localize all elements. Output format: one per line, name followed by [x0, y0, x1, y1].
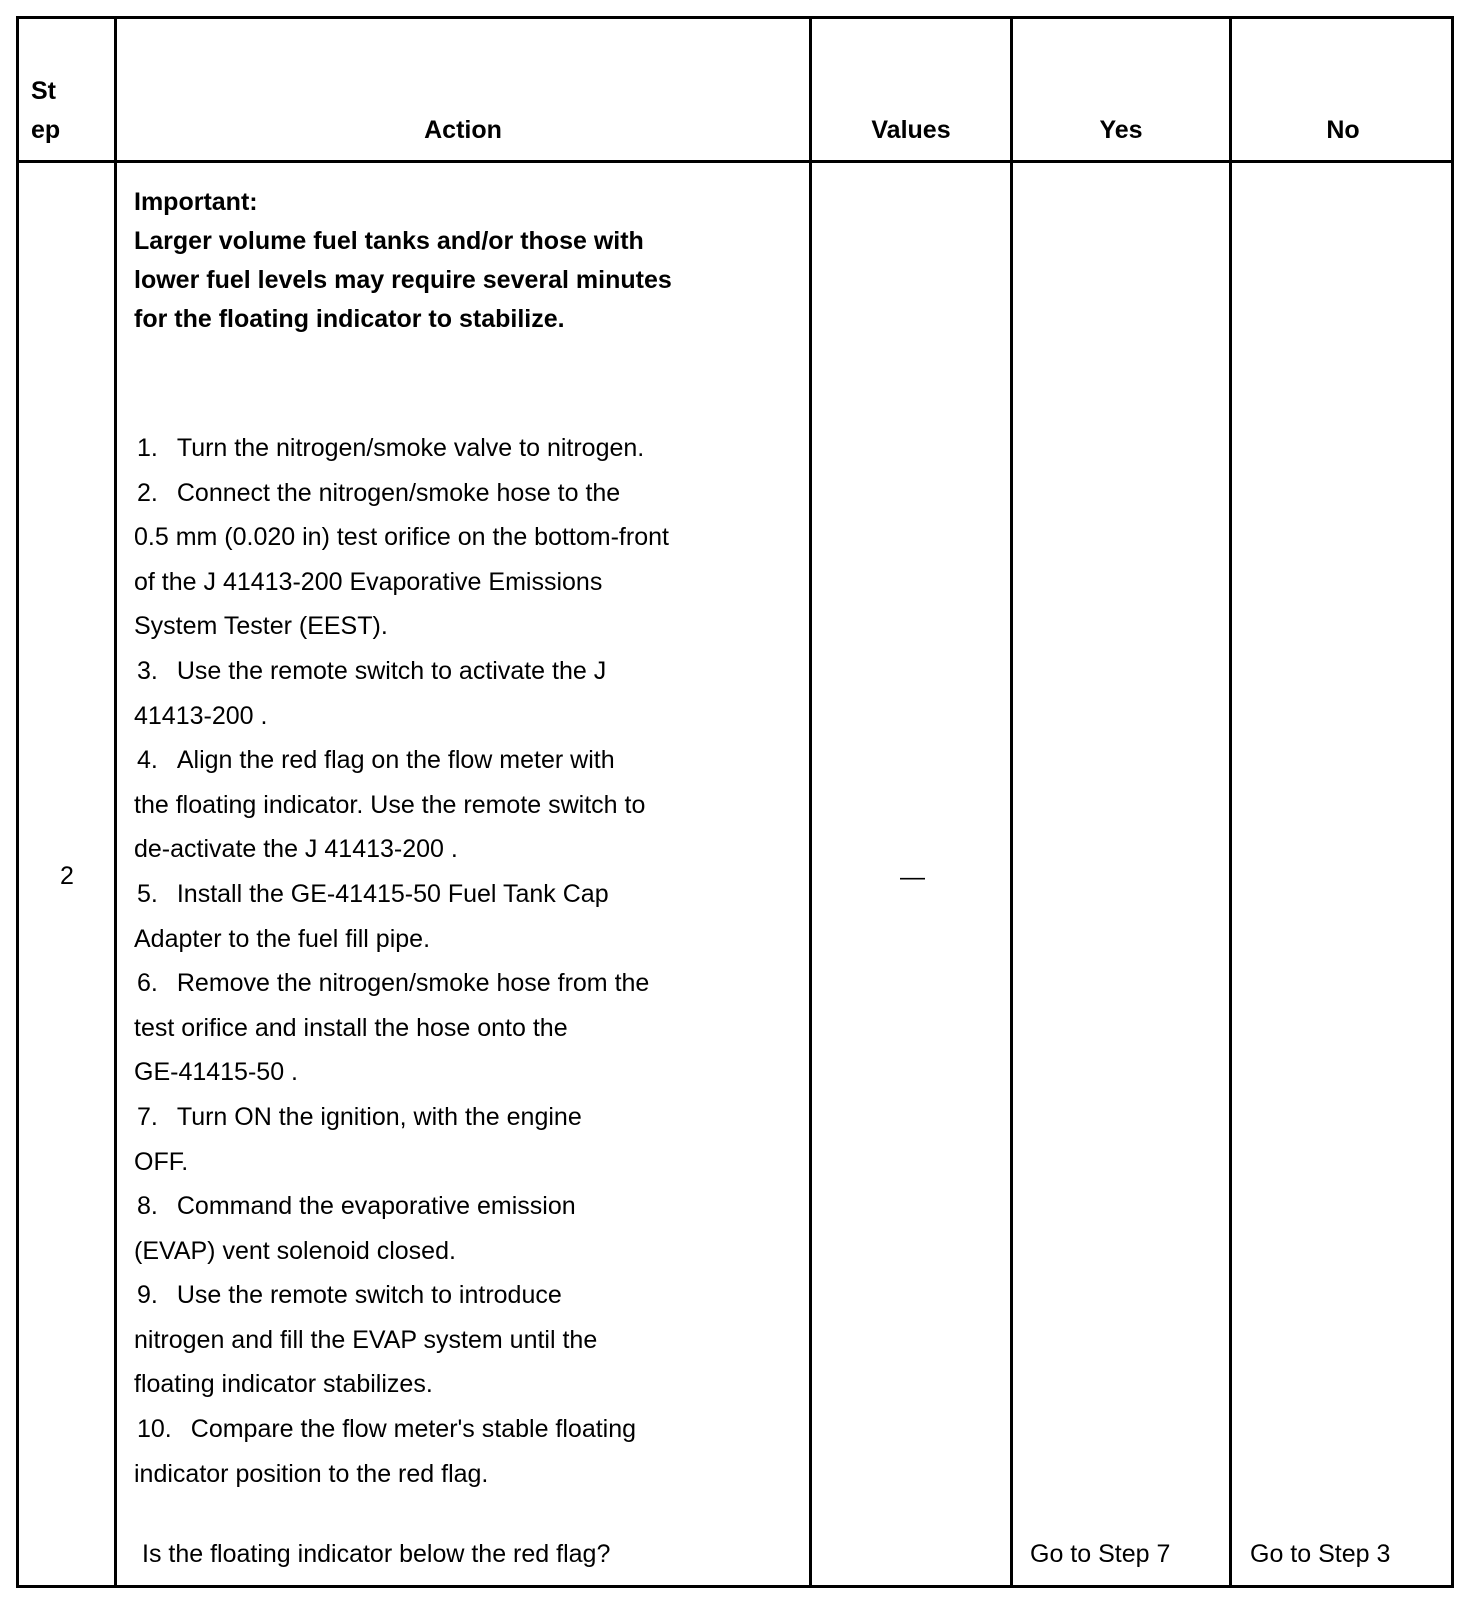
step-item-continuation: test orifice and install the hose onto the: [134, 1013, 568, 1042]
header-action: Action: [424, 116, 502, 144]
step-item-continuation: Adapter to the fuel fill pipe.: [134, 924, 431, 953]
column-divider: [114, 16, 117, 1588]
step-item-continuation: System Tester (EEST).: [134, 612, 388, 641]
header-step-line1: St: [31, 77, 56, 105]
step-item-text: Turn the nitrogen/smoke valve to nitrogen.: [176, 434, 645, 462]
list-item: [134, 738, 754, 783]
list-item: [134, 961, 754, 1006]
action-steps-list: [134, 426, 754, 1496]
list-item: [134, 649, 754, 694]
list-item: [134, 426, 754, 471]
step-item-number: 6.: [137, 969, 158, 998]
step-item-text: Install the GE-41415-50 Fuel Tank Cap: [176, 879, 609, 908]
step-item-number: 3.: [137, 656, 158, 685]
list-item: [134, 471, 754, 516]
no-cell: Go to Step 3: [1250, 1540, 1391, 1568]
important-line: lower fuel levels may require several minutes: [134, 266, 672, 294]
step-item-text: Align the red flag on the flow meter with: [176, 746, 615, 775]
important-note: [134, 183, 774, 339]
step-item-number: 9.: [137, 1281, 158, 1310]
step-number: 2: [60, 862, 74, 890]
list-item: [134, 1273, 754, 1318]
step-item-continuation: nitrogen and fill the EVAP system until the: [134, 1325, 598, 1354]
step-item-text: Remove the nitrogen/smoke hose from the: [176, 969, 650, 998]
step-item-text: Command the evaporative emission: [176, 1192, 576, 1221]
step-item-number: 10.: [137, 1415, 172, 1444]
step-item-continuation: of the J 41413-200 Evaporative Emissions: [134, 567, 603, 596]
important-title: Important:: [134, 188, 258, 216]
header-step-line2: ep: [31, 116, 61, 144]
step-item-continuation: floating indicator stabilizes.: [134, 1370, 433, 1399]
header-values: Values: [871, 116, 951, 144]
list-item: [134, 1407, 754, 1452]
step-item-number: 8.: [137, 1192, 158, 1221]
header-no: No: [1326, 116, 1360, 144]
step-item-text: Use the remote switch to introduce: [176, 1281, 562, 1310]
values-cell: —: [900, 863, 925, 891]
header-step: [31, 72, 60, 150]
yes-cell: Go to Step 7: [1030, 1540, 1171, 1568]
step-item-text: Connect the nitrogen/smoke hose to the: [176, 478, 621, 507]
step-item-continuation: de-activate the J 41413-200 .: [134, 835, 458, 864]
step-item-continuation: 0.5 mm (0.020 in) test orifice on the bottom-front: [134, 523, 669, 552]
step-item-number: 2.: [137, 478, 158, 507]
step-item-number: 4.: [137, 746, 158, 775]
important-line: for the floating indicator to stabilize.: [134, 305, 565, 333]
step-item-continuation: GE-41415-50 .: [134, 1058, 298, 1087]
step-item-text: Compare the flow meter's stable floating: [190, 1415, 637, 1444]
column-divider: [1010, 16, 1013, 1588]
step-item-continuation: (EVAP) vent solenoid closed.: [134, 1236, 456, 1265]
step-item-text: Use the remote switch to activate the J: [176, 656, 607, 685]
list-item: [134, 872, 754, 917]
step-item-continuation: indicator position to the red flag.: [134, 1459, 489, 1488]
header-divider: [16, 160, 1454, 163]
step-item-number: 1.: [137, 434, 158, 462]
step-item-number: 5.: [137, 879, 158, 908]
header-yes: Yes: [1099, 116, 1143, 144]
column-divider: [809, 16, 812, 1588]
list-item: [134, 1184, 754, 1229]
important-line: Larger volume fuel tanks and/or those with: [134, 227, 644, 255]
step-item-text: Turn ON the ignition, with the engine: [176, 1102, 582, 1131]
step-item-continuation: OFF.: [134, 1147, 189, 1176]
list-item: [134, 1095, 754, 1140]
column-divider: [1229, 16, 1232, 1588]
decision-question: Is the floating indicator below the red flag?: [142, 1540, 611, 1568]
step-item-continuation: 41413-200 .: [134, 701, 268, 730]
step-item-continuation: the floating indicator. Use the remote switch to: [134, 790, 646, 819]
step-item-number: 7.: [137, 1102, 158, 1131]
